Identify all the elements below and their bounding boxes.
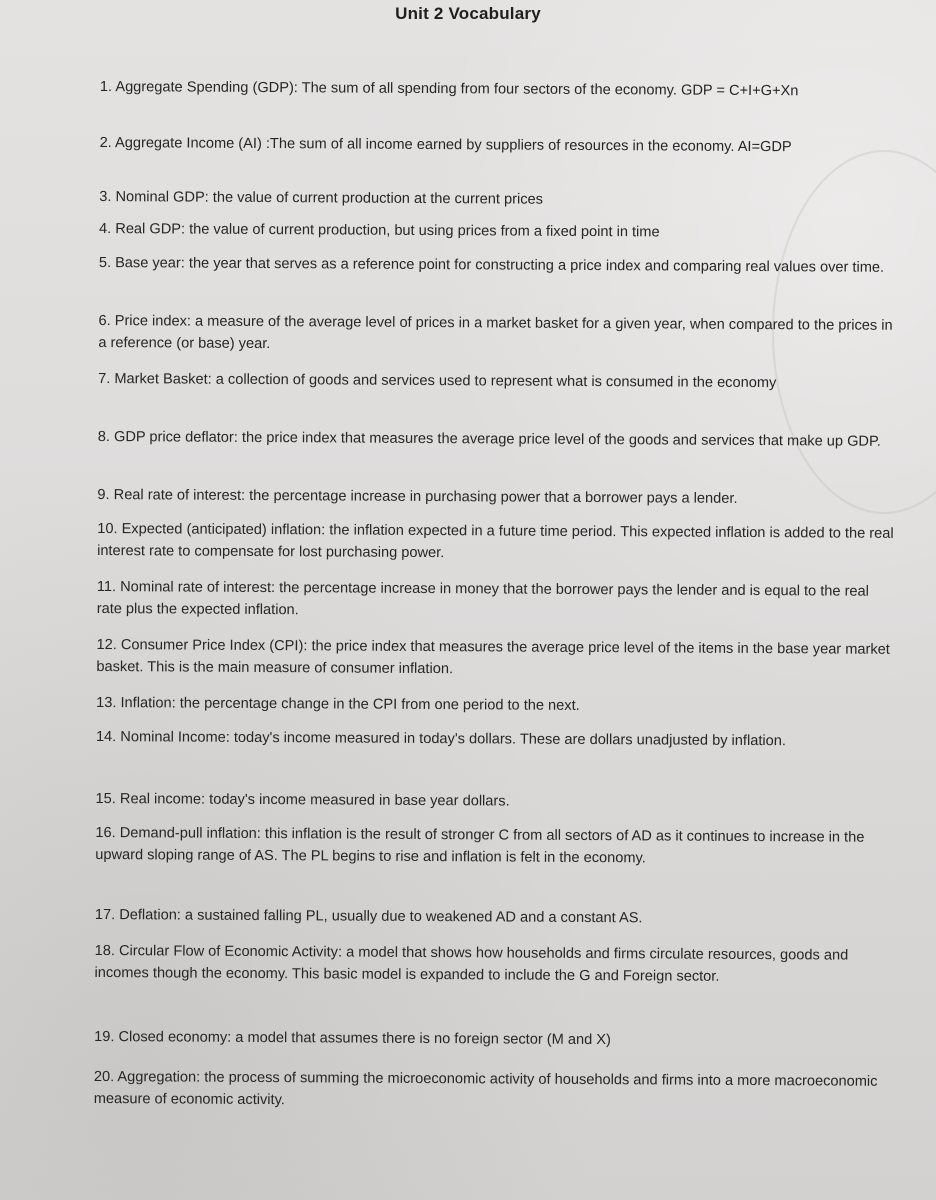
entry-number: 6. <box>98 312 111 330</box>
vocabulary-entry <box>96 692 896 719</box>
vocabulary-entry <box>96 634 896 683</box>
vocabulary-list <box>93 76 910 1109</box>
vocabulary-entry <box>94 1066 894 1115</box>
entry-number: 9. <box>97 486 110 504</box>
vocabulary-entry <box>99 218 899 245</box>
entry-number: 3. <box>99 188 112 206</box>
entry-term: Expected (anticipated) inflation: <box>121 521 326 539</box>
entry-definition: a model that assumes there is no foreign sector (M and X) <box>231 1029 611 1049</box>
entry-term: Price index: <box>114 313 192 330</box>
entry-number: 8. <box>97 428 111 446</box>
page-title: Unit 2 Vocabulary <box>395 4 541 23</box>
entry-number: 20. <box>93 1068 115 1086</box>
entry-number: 18. <box>94 942 116 960</box>
entry-term: Aggregate Income (AI) <box>114 135 262 152</box>
vocabulary-entry <box>97 518 897 567</box>
entry-definition: the process of summing the microeconomic activity of households and firms into a more macroeconomic measure of economic activity. <box>93 1069 878 1109</box>
entry-number: 11. <box>96 578 117 596</box>
vocabulary-entry <box>96 788 896 815</box>
vocabulary-entry <box>98 310 898 359</box>
entry-number: 13. <box>96 694 117 712</box>
vocabulary-entry <box>97 484 897 511</box>
entry-term: Real rate of interest: <box>113 487 246 504</box>
entry-definition: the year that serves as a reference point for constructing a price index and comparing real values over time. <box>184 255 885 276</box>
entry-definition: the value of current production, but using prices from a fixed point in time <box>184 221 660 241</box>
entry-definition: the percentage increase in purchasing power that a borrower pays a lender. <box>245 487 738 507</box>
entry-term: Real income: <box>119 791 206 808</box>
entry-term: Aggregation: <box>117 1069 201 1086</box>
entry-term: Inflation: <box>120 695 176 712</box>
entry-term: Base year: <box>115 255 185 272</box>
entry-term: Closed economy: <box>118 1029 232 1046</box>
entry-term: Real GDP: <box>115 221 186 238</box>
entry-definition: :The sum of all income earned by suppliers of resources in the economy. AI=GDP <box>261 135 792 156</box>
entry-definition: The sum of all spending from four sectors of the economy. GDP = C+I+G+Xn <box>297 80 799 100</box>
entry-number: 14. <box>95 728 117 746</box>
vocabulary-entry <box>96 726 896 753</box>
entry-definition: today's income measured in base year dollars. <box>205 791 510 810</box>
entry-term: Nominal GDP: <box>115 189 209 206</box>
vocabulary-entry <box>100 132 900 159</box>
entry-term: Deflation: <box>119 907 181 924</box>
entry-definition: the value of current production at the current prices <box>208 189 544 208</box>
entry-definition: a model that shows how households and firms circulate resources, goods and incomes though the economy. This basic model is expanded to include the G and Foreign sector. <box>94 944 849 985</box>
entry-number: 10. <box>97 520 118 538</box>
entry-definition: the percentage increase in money that the borrower pays the lender and is equal to the real rate plus the expected inflation. <box>96 580 869 619</box>
entry-definition: the inflation expected in a future time period. This expected inflation is added to the real interest rate to compensate for lost purchasing power. <box>97 522 894 562</box>
vocabulary-entry <box>98 368 898 395</box>
entry-number: 1. <box>99 78 113 96</box>
entry-definition: a collection of goods and services used to represent what is consumed in the economy <box>211 371 777 392</box>
entry-number: 2. <box>99 134 112 152</box>
entry-term: Demand-pull inflation: <box>119 825 261 842</box>
entry-number: 17. <box>94 906 116 924</box>
vocabulary-entry <box>95 822 895 871</box>
vocabulary-entry <box>99 252 899 279</box>
entry-number: 16. <box>95 824 116 842</box>
vocabulary-entry <box>95 904 895 931</box>
entry-definition: the price index that measures the average price level of the items in the base year market basket. This is the main measure of consumer inflation. <box>96 638 890 678</box>
entry-term: Nominal Income: <box>120 729 230 746</box>
entry-term: Aggregate Spending (GDP): <box>115 79 298 97</box>
entry-term: Market Basket: <box>114 371 212 388</box>
entry-definition: a measure of the average level of prices in a market basket for a given year, when compared to the prices in a reference (or base) year. <box>98 313 893 353</box>
entry-number: 19. <box>94 1028 115 1046</box>
vocabulary-entry <box>98 426 898 453</box>
vocabulary-entry <box>94 1026 894 1053</box>
entry-number: 4. <box>99 220 112 238</box>
vocabulary-entry <box>100 76 900 103</box>
entry-term: Nominal rate of interest: <box>120 579 276 597</box>
entry-term: Consumer Price Index (CPI): <box>120 637 308 655</box>
entry-number: 5. <box>98 254 112 272</box>
entry-number: 15. <box>95 790 116 808</box>
entry-term: GDP price deflator: <box>113 429 238 446</box>
vocabulary-entry <box>97 576 897 625</box>
entry-definition: this inflation is the result of stronger C from all sectors of AD as it continues to increase in the upward sloping range of AS. The PL begins to rise and inflation is felt in the economy. <box>95 825 865 867</box>
entry-number: 12. <box>96 636 117 654</box>
entry-number: 7. <box>98 370 111 388</box>
entry-definition: today's income measured in today's dollars. These are dollars unadjusted by inflation. <box>229 729 786 750</box>
entry-definition: a sustained falling PL, usually due to weakened AD and a constant AS. <box>180 907 643 927</box>
entry-term: Circular Flow of Economic Activity: <box>118 943 343 961</box>
entry-definition: the price index that measures the average price level of the goods and services that make up GDP. <box>237 429 881 450</box>
vocabulary-entry <box>94 940 894 989</box>
entry-definition: the percentage change in the CPI from one period to the next. <box>175 695 580 714</box>
vocabulary-entry <box>99 186 899 213</box>
